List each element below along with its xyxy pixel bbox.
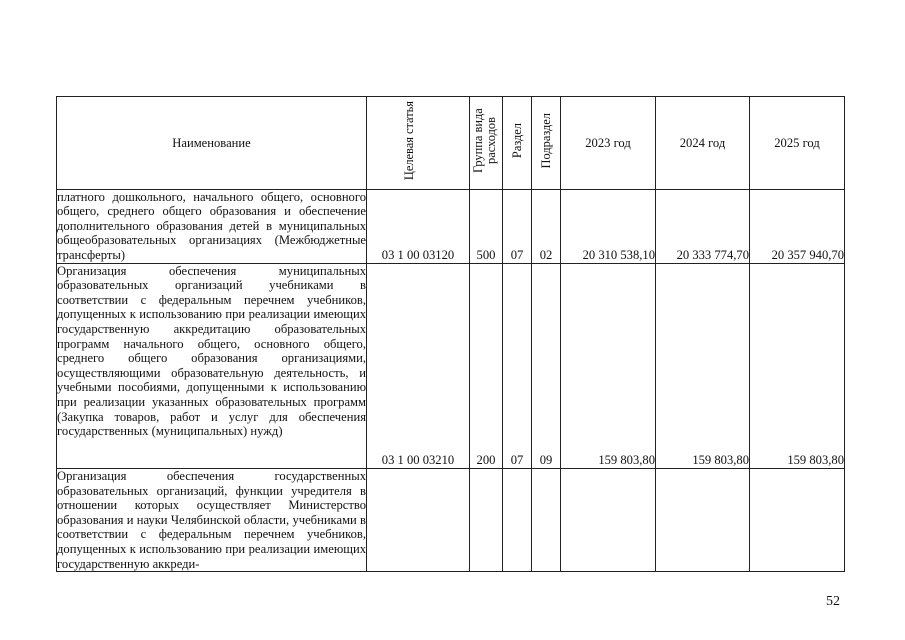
header-2023: 2023 год: [561, 97, 656, 190]
row-name: платного дошкольного, начального общего, основного общего, среднего общего образования и обеспечение дополнительного образования детей в муниципальных общеобразовательных организациях (Межбюджетные трансферты): [57, 189, 366, 262]
row-target: 03 1 00 03120: [367, 189, 470, 263]
row-subsection: 09: [532, 263, 561, 468]
row-section: 07: [503, 189, 532, 263]
row-group: 500: [470, 189, 503, 263]
table-row: [57, 468, 845, 571]
row-name: Организация обеспечения муниципальных образовательных организаций учебниками в соответствии с федеральным перечнем учебников, допущенных к использованию при реализации имеющих государственную аккредитацию образовательных программ начального общего, основного общего, среднего общего образования организациями, осуществляющими образовательную деятельность, и учебными пособиями, допущенными к использованию при реализации указанных образовательных программ (Закупка товаров, работ и услуг для обеспечения государственных (муниципальных) нужд): [57, 263, 367, 468]
row-target: 03 1 00 03210: [367, 263, 470, 468]
row-2024: [656, 468, 750, 571]
header-target: Целевая статья: [367, 97, 470, 190]
row-section: 07: [503, 263, 532, 468]
budget-table: [56, 96, 845, 572]
header-2025: 2025 год: [750, 97, 845, 190]
row-subsection: 02: [532, 189, 561, 263]
row-2025: 159 803,80: [750, 263, 845, 468]
row-2023: 159 803,80: [561, 263, 656, 468]
row-2023: 20 310 538,10: [561, 189, 656, 263]
row-2024: 159 803,80: [656, 263, 750, 468]
header-2024: 2024 год: [656, 97, 750, 190]
row-section: [503, 468, 532, 571]
row-2023: [561, 468, 656, 571]
table-row: [57, 189, 845, 263]
row-2025: [750, 468, 845, 571]
row-group: 200: [470, 263, 503, 468]
row-name: Организация обеспечения государственных образовательных организаций, функции учредителя в отношении которых осуществляет Министерство образования и науки Челябинской области, учебниками в соответствии с федеральным перечнем учебников, допущенных к использованию при реализации имеющих государственную аккреди-: [57, 468, 366, 571]
header-name: Наименование: [57, 97, 367, 190]
row-2025: 20 357 940,70: [750, 189, 845, 263]
header-subsection: Подраздел: [532, 97, 561, 190]
header-group: Группа вида расходов: [470, 97, 503, 190]
row-2024: 20 333 774,70: [656, 189, 750, 263]
header-section: Раздел: [503, 97, 532, 190]
row-subsection: [532, 468, 561, 571]
row-group: [470, 468, 503, 571]
page-number: 52: [826, 594, 840, 609]
table-row: [57, 263, 845, 468]
header-row: [57, 97, 845, 190]
row-target: [367, 468, 470, 571]
